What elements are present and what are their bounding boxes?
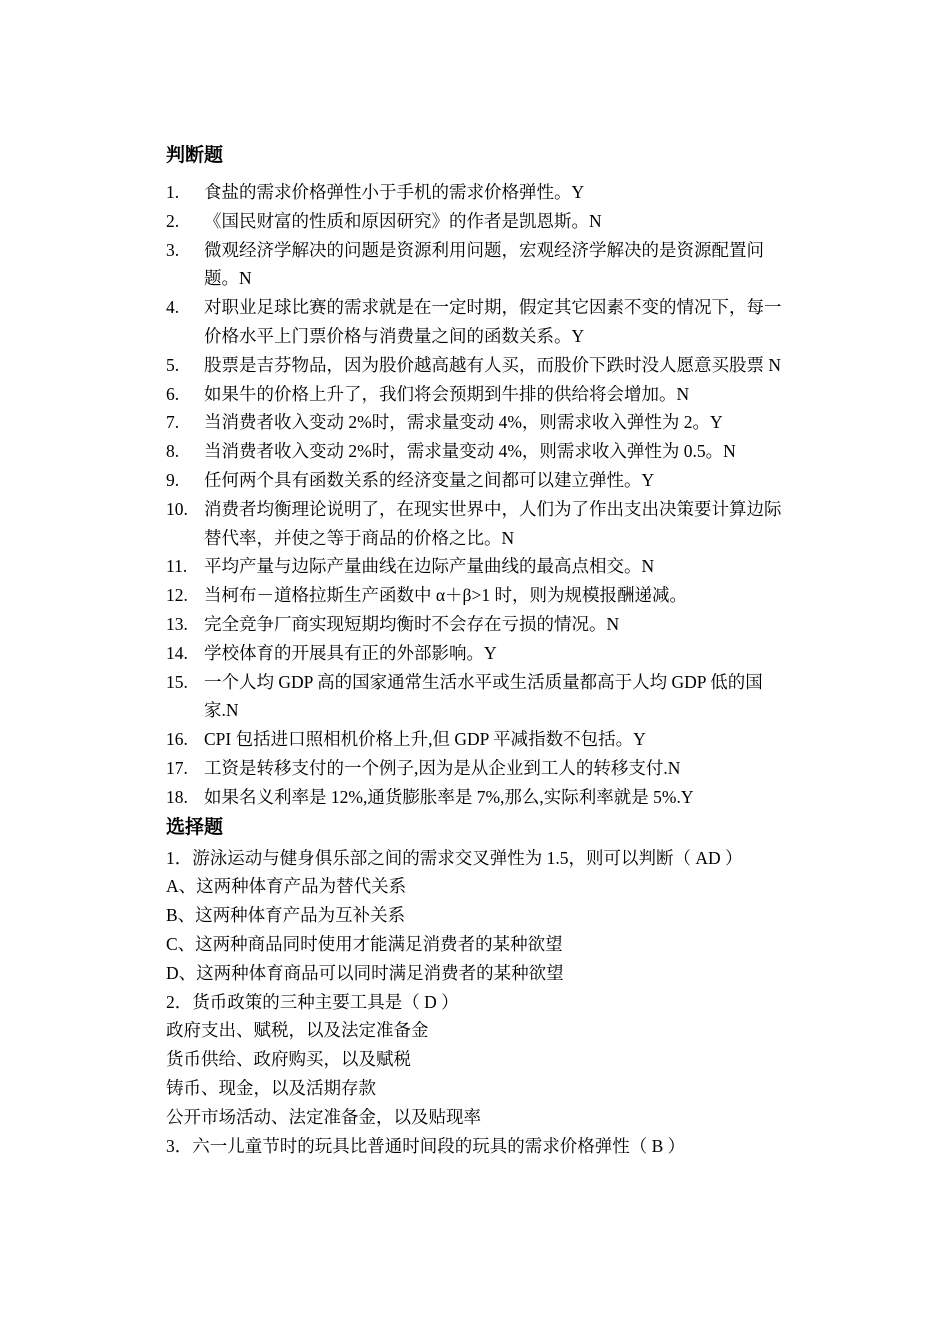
tf-item-number: 9. [166,469,180,490]
tf-item [166,408,796,437]
mc-option: 铸币、现金，以及活期存款 [166,1077,376,1098]
tf-item-number: 1. [166,182,180,202]
tf-item [166,639,796,668]
true-false-list [166,178,796,812]
tf-item-number: 7. [166,412,180,433]
tf-item-number: 10. [166,498,188,519]
tf-item-number: 18. [166,786,188,807]
mc-option: 政府支出、赋税，以及法定准备金 [166,1020,429,1041]
tf-item-number: 16. [166,729,188,750]
tf-item-text: 股票是吉芬物品，因为股价越高越有人买，而股价下跌时没人愿意买股票 N [204,354,782,375]
tf-item-number: 13. [166,613,188,634]
mc-question: 1．游泳运动与健身俱乐部之间的需求交叉弹性为 1.5，则可以判断（ AD ） [166,847,743,868]
tf-item-text: 微观经济学解决的问题是资源利用问题，宏观经济学解决的是资源配置问题。N [204,239,764,289]
tf-item-text: 工资是转移支付的一个例子,因为是从企业到工人的转移支付.N [204,757,681,778]
tf-item-text: 对职业足球比赛的需求就是在一定时期，假定其它因素不变的情况下，每一价格水平上门票价格与消费量之间的函数关系。Y [204,297,782,346]
tf-item-text: 食盐的需求价格弹性小于手机的需求价格弹性。Y [204,182,585,202]
tf-item-number: 2. [166,210,180,231]
mc-option: A、这两种体育产品为替代关系 [166,876,407,897]
tf-item [166,610,796,639]
tf-item-number: 6. [166,383,180,404]
multiple-choice-block [166,844,796,1161]
tf-item-text: 当消费者收入变动 2%时，需求量变动 4%，则需求收入弹性为 0.5。N [204,441,736,462]
tf-item [166,437,796,466]
tf-item-number: 15. [166,671,188,692]
tf-item-number: 17. [166,757,188,778]
tf-item [166,754,796,783]
mc-option: 公开市场活动、法定准备金，以及贴现率 [166,1106,481,1127]
mc-option: 货币供给、政府购买，以及赋税 [166,1049,411,1070]
tf-item-number: 12. [166,585,188,606]
tf-item-text: 一个人均 GDP 高的国家通常生活水平或生活质量都高于人均 GDP 低的国家.N [204,671,763,721]
mc-question: 2．货币政策的三种主要工具是（ D ） [166,991,459,1012]
section-title-true-false: 判断题 [166,144,224,166]
mc-option: C、这两种商品同时使用才能满足消费者的某种欲望 [166,933,563,954]
tf-item [166,668,796,726]
tf-item-number: 4. [166,297,180,318]
mc-question: 3．六一儿童节时的玩具比普通时间段的玩具的需求价格弹性（ B ） [166,1135,686,1156]
tf-item-text: 任何两个具有函数关系的经济变量之间都可以建立弹性。Y [204,469,655,490]
tf-item-text: 当柯布－道格拉斯生产函数中 α＋β>1 时，则为规模报酬递减。 [204,585,687,606]
tf-item [166,380,796,409]
tf-item [166,236,796,294]
tf-item-text: 当消费者收入变动 2%时，需求量变动 4%，则需求收入弹性为 2。Y [204,412,723,433]
tf-item-text: 学校体育的开展具有正的外部影响。Y [204,642,497,663]
section-title-multiple-choice: 选择题 [166,815,224,838]
tf-item [166,178,796,207]
tf-item-text: 完全竞争厂商实现短期均衡时不会存在亏损的情况。N [204,613,620,634]
tf-item [166,725,796,754]
tf-item [166,552,796,581]
document-page [166,140,796,1160]
tf-item [166,293,796,351]
tf-item-text: 消费者均衡理论说明了，在现实世界中，人们为了作出支出决策要计算边际替代率，并使之等于商品的价格之比。N [204,498,782,548]
tf-item [166,351,796,380]
tf-item-number: 5. [166,354,180,375]
tf-item-text: 如果名义利率是 12%,通货膨胀率是 7%,那么,实际利率就是 5%.Y [204,786,694,807]
mc-option: B、这两种体育产品为互补关系 [166,905,406,926]
tf-item-number: 3. [166,239,180,260]
mc-option: D、这两种体育商品可以同时满足消费者的某种欲望 [166,962,564,983]
tf-item-text: CPI 包括进口照相机价格上升,但 GDP 平减指数不包括。Y [204,729,646,750]
tf-item-number: 11. [166,556,188,577]
tf-item [166,207,796,236]
tf-item-text: 平均产量与边际产量曲线在边际产量曲线的最高点相交。N [204,556,655,577]
tf-item-text: 如果牛的价格上升了，我们将会预期到牛排的供给将会增加。N [204,383,690,404]
tf-item-number: 8. [166,441,180,462]
tf-item [166,495,796,553]
tf-item-number: 14. [166,642,188,663]
tf-item-text: 《国民财富的性质和原因研究》的作者是凯恩斯。N [204,210,602,231]
tf-item [166,466,796,495]
tf-item [166,783,796,812]
tf-item [166,581,796,610]
